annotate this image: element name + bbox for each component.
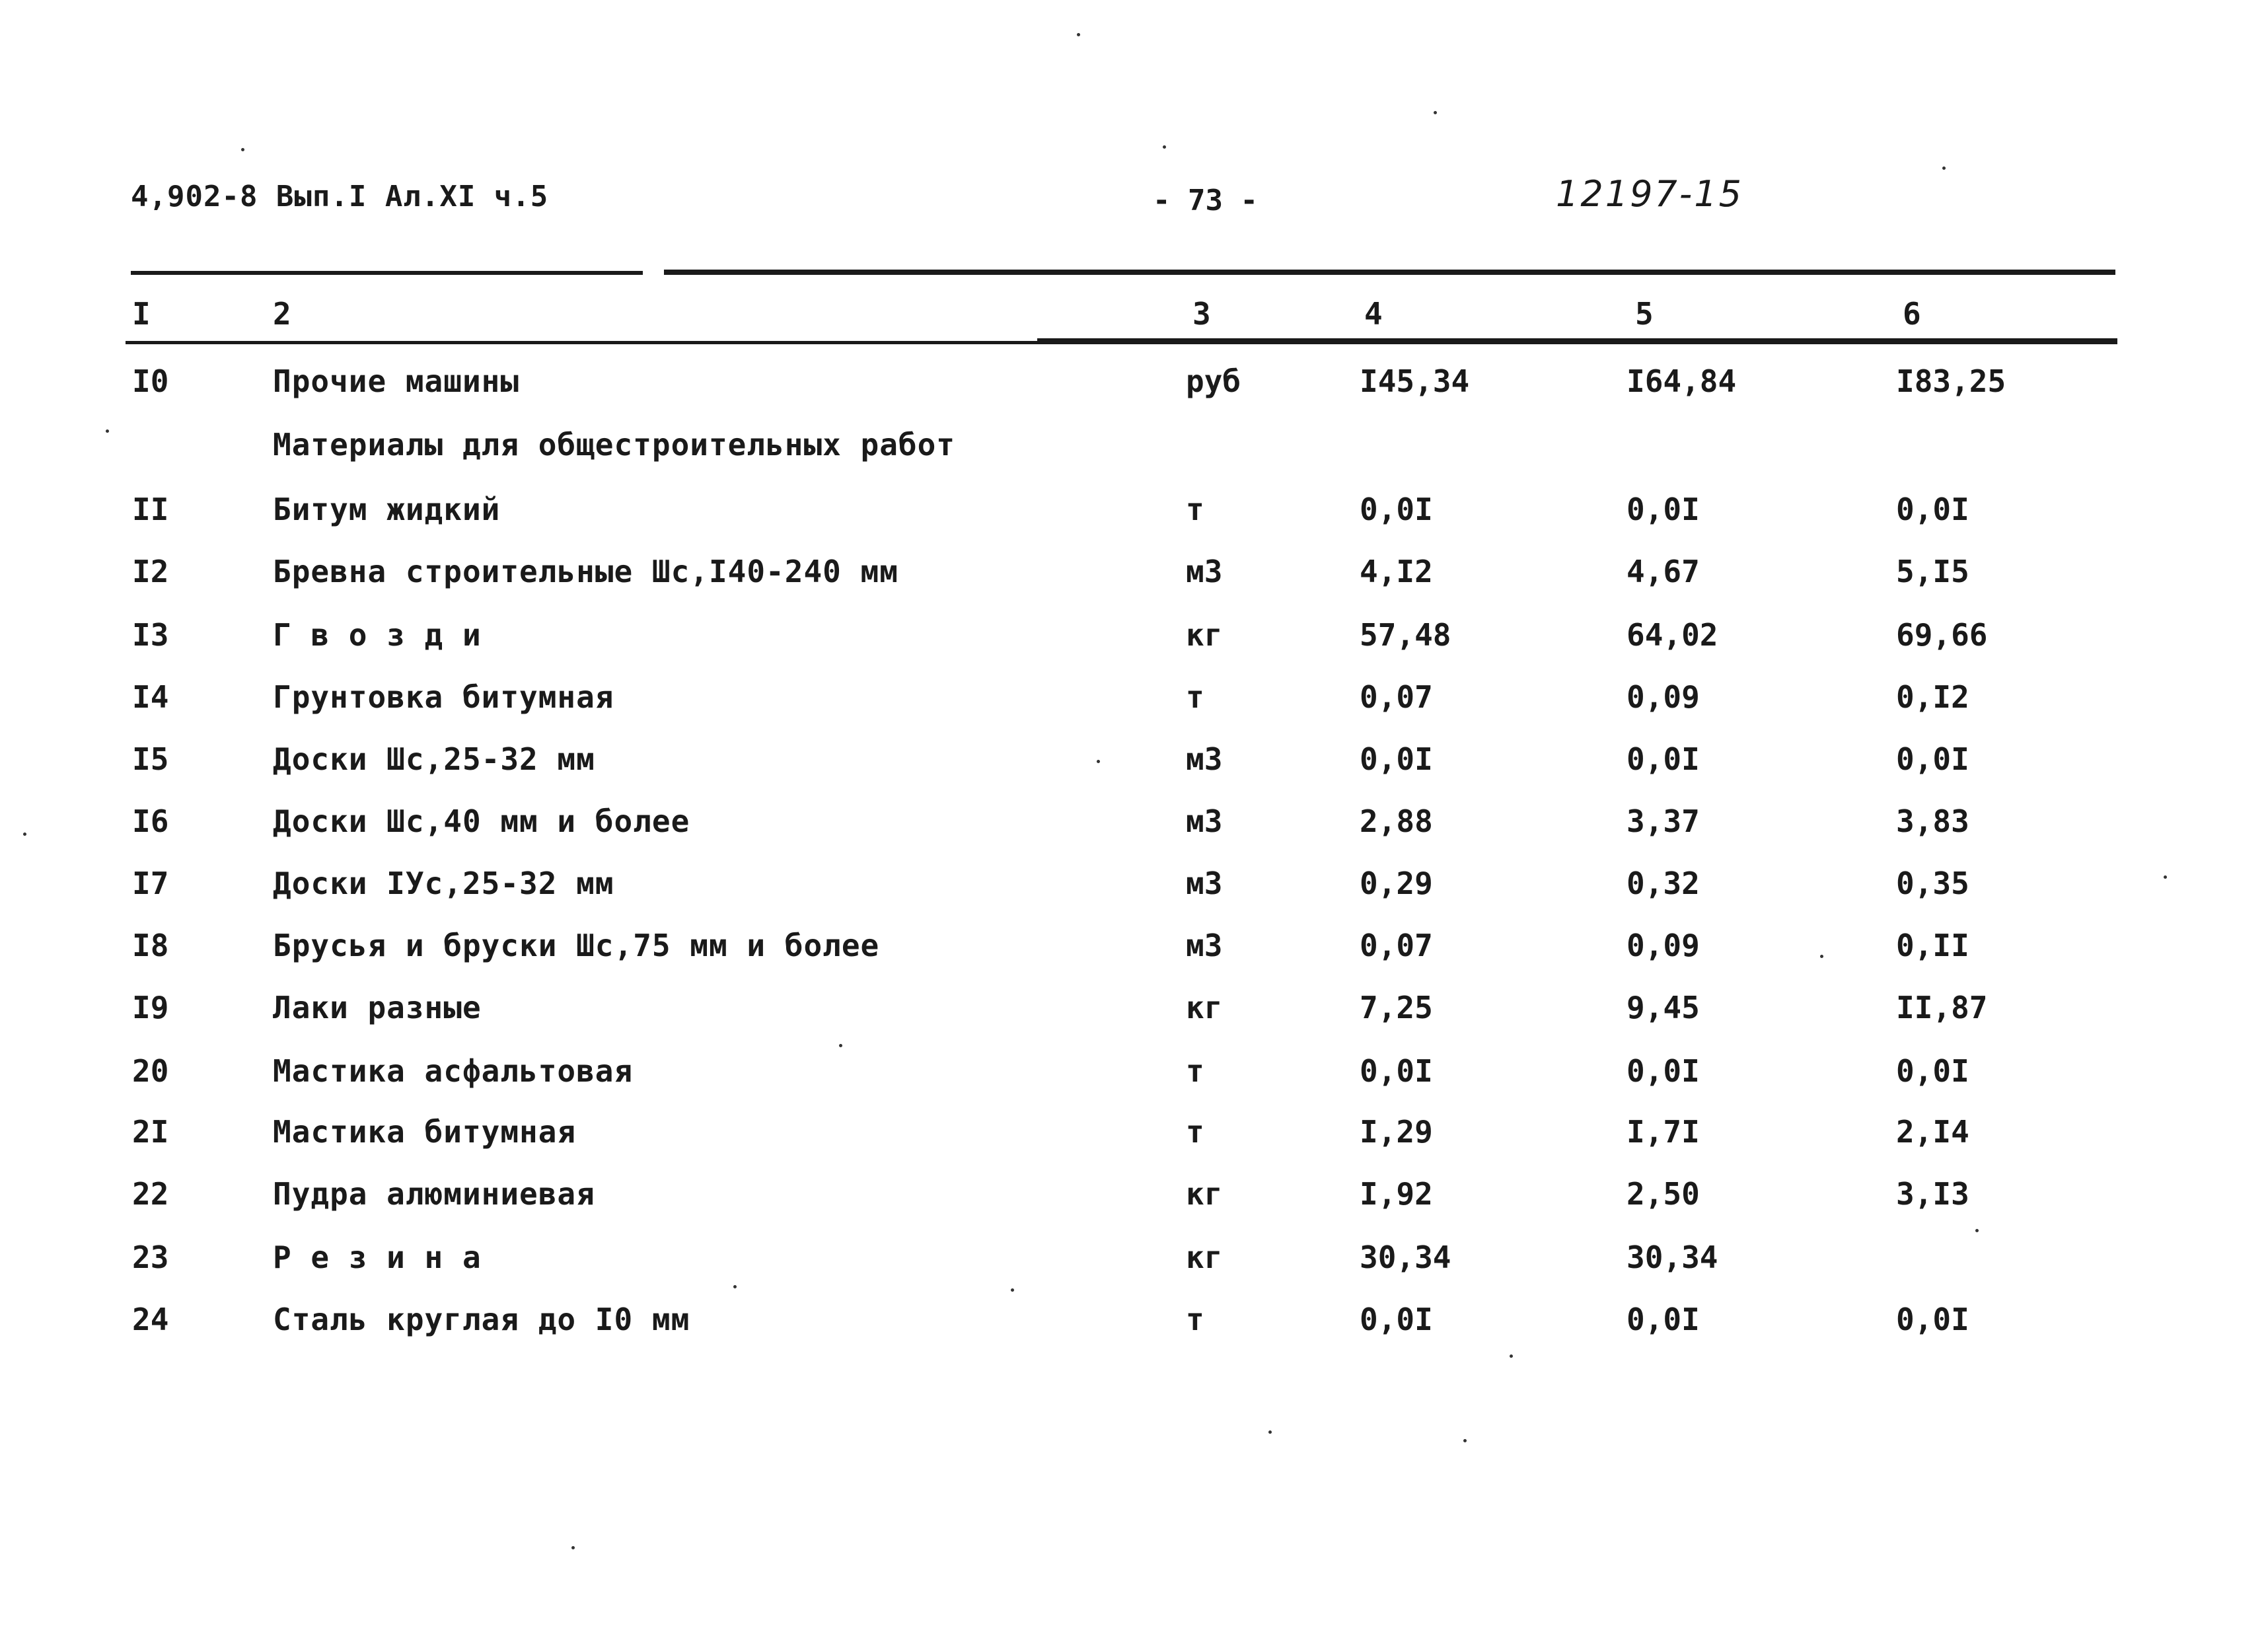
table-row [0, 363, 2268, 403]
scan-speck [1820, 955, 1823, 958]
row-name: Мастика битумная [273, 1114, 577, 1150]
top-rule-left [131, 271, 643, 275]
row-value-5: 9,45 [1627, 990, 1700, 1025]
row-value-5: 3,37 [1627, 803, 1700, 839]
row-name: Сталь круглая до I0 мм [273, 1302, 690, 1337]
row-unit: кг [1186, 617, 1223, 653]
header-rule-left [126, 341, 1037, 344]
row-name: Доски Шс,40 мм и более [273, 803, 690, 839]
row-value-4: I,29 [1360, 1114, 1433, 1150]
scan-speck [839, 1044, 842, 1047]
row-unit: т [1186, 679, 1204, 715]
table-row [0, 679, 2268, 719]
row-value-4: 7,25 [1360, 990, 1433, 1025]
table-row [0, 741, 2268, 781]
table-row [0, 1114, 2268, 1154]
top-rule-right [664, 270, 2115, 275]
row-value-4: 0,0I [1360, 1053, 1433, 1089]
row-number: 2I [132, 1114, 169, 1150]
row-name: Р е з и н а [273, 1240, 482, 1275]
row-value-5: 4,67 [1627, 554, 1700, 589]
scan-speck [1163, 145, 1166, 149]
col-header-2: 2 [273, 296, 291, 332]
row-value-4: 0,07 [1360, 679, 1433, 715]
row-value-6: 3,83 [1896, 803, 1969, 839]
section-title: Материалы для общестроительных работ [273, 427, 955, 463]
row-number: I7 [132, 866, 169, 901]
row-value-6: 0,35 [1896, 866, 1969, 901]
row-unit: м3 [1186, 928, 1223, 963]
col-header-1: I [132, 296, 151, 332]
row-value-4: I,92 [1360, 1176, 1433, 1212]
scan-speck [1434, 111, 1437, 114]
row-name: Доски Шс,25-32 мм [273, 741, 595, 777]
row-name: Мастика асфальтовая [273, 1053, 634, 1089]
row-value-4: 57,48 [1360, 617, 1451, 653]
scan-speck [1268, 1430, 1272, 1434]
row-value-4: 2,88 [1360, 803, 1433, 839]
row-number: I5 [132, 741, 169, 777]
scan-speck [1077, 33, 1080, 36]
row-number: I8 [132, 928, 169, 963]
row-number: I6 [132, 803, 169, 839]
table-row [0, 617, 2268, 657]
row-unit: кг [1186, 1240, 1223, 1275]
col-header-6: 6 [1903, 296, 1921, 332]
row-value-6: 0,0I [1896, 741, 1969, 777]
row-unit: м3 [1186, 741, 1223, 777]
scan-speck [106, 429, 109, 433]
row-unit: т [1186, 1302, 1204, 1337]
row-number: II [132, 492, 169, 527]
row-value-6: II,87 [1896, 990, 1988, 1025]
row-value-4: 0,29 [1360, 866, 1433, 901]
scan-speck [1011, 1288, 1014, 1292]
row-value-5: 0,09 [1627, 679, 1700, 715]
row-number: I3 [132, 617, 169, 653]
page-number: - 73 - [1153, 184, 1258, 217]
table-row [0, 492, 2268, 531]
row-value-6: 3,I3 [1896, 1176, 1969, 1212]
row-value-6: 0,I2 [1896, 679, 1969, 715]
row-value-4: 0,0I [1360, 492, 1433, 527]
row-unit: кг [1186, 1176, 1223, 1212]
row-number: 23 [132, 1240, 169, 1275]
row-unit: т [1186, 492, 1204, 527]
row-name: Лаки разные [273, 990, 482, 1025]
row-number: I4 [132, 679, 169, 715]
scan-speck [241, 148, 244, 151]
row-number: 24 [132, 1302, 169, 1337]
row-value-6: 2,I4 [1896, 1114, 1969, 1150]
row-value-6: 0,0I [1896, 492, 1969, 527]
row-value-4: 0,0I [1360, 741, 1433, 777]
row-name: Бревна строительные Шс,I40-240 мм [273, 554, 898, 589]
scan-speck [1942, 167, 1946, 170]
row-value-5: 0,32 [1627, 866, 1700, 901]
row-value-5: 0,0I [1627, 741, 1700, 777]
row-value-6: 0,0I [1896, 1053, 1969, 1089]
col-header-4: 4 [1364, 296, 1383, 332]
row-value-4: 0,0I [1360, 1302, 1433, 1337]
row-value-5: I64,84 [1627, 363, 1737, 399]
row-unit: кг [1186, 990, 1223, 1025]
row-unit: руб [1186, 363, 1241, 399]
row-value-6: I83,25 [1896, 363, 2006, 399]
row-unit: т [1186, 1114, 1204, 1150]
row-value-5: 0,0I [1627, 1302, 1700, 1337]
col-header-3: 3 [1192, 296, 1211, 332]
row-value-5: 0,09 [1627, 928, 1700, 963]
scan-speck [571, 1546, 575, 1549]
row-number: I0 [132, 363, 169, 399]
row-value-5: 64,02 [1627, 617, 1718, 653]
table-row [0, 1176, 2268, 1216]
row-unit: м3 [1186, 803, 1223, 839]
row-value-6: 0,0I [1896, 1302, 1969, 1337]
header-rule-right [1037, 338, 2117, 344]
scan-speck [1975, 1229, 1979, 1232]
row-number: 22 [132, 1176, 169, 1212]
scan-speck [1510, 1354, 1513, 1358]
row-value-6: 5,I5 [1896, 554, 1969, 589]
row-value-6: 69,66 [1896, 617, 1988, 653]
row-name: Доски IУс,25-32 мм [273, 866, 614, 901]
row-name: Грунтовка битумная [273, 679, 614, 715]
scan-speck [1463, 1439, 1467, 1442]
row-number: I9 [132, 990, 169, 1025]
table-row [0, 990, 2268, 1029]
row-value-4: 0,07 [1360, 928, 1433, 963]
table-row [0, 554, 2268, 593]
row-value-5: I,7I [1627, 1114, 1700, 1150]
row-value-4: 30,34 [1360, 1240, 1451, 1275]
table-row [0, 1302, 2268, 1341]
doc-code: 4,902-8 Вып.I Ал.XI ч.5 [131, 180, 549, 213]
scan-speck [733, 1285, 737, 1288]
row-name: Г в о з д и [273, 617, 482, 653]
row-value-5: 2,50 [1627, 1176, 1700, 1212]
row-name: Битум жидкий [273, 492, 501, 527]
scan-speck [1097, 760, 1100, 763]
row-value-4: 4,I2 [1360, 554, 1433, 589]
table-row [0, 928, 2268, 967]
row-name: Прочие машины [273, 363, 520, 399]
table-row [0, 1240, 2268, 1279]
row-value-6: 0,II [1896, 928, 1969, 963]
row-unit: м3 [1186, 866, 1223, 901]
scan-speck [23, 833, 26, 836]
row-name: Брусья и бруски Шс,75 мм и более [273, 928, 880, 963]
table-row [0, 1053, 2268, 1093]
row-value-4: I45,34 [1360, 363, 1470, 399]
row-name: Пудра алюминиевая [273, 1176, 595, 1212]
row-unit: т [1186, 1053, 1204, 1089]
table-row [0, 803, 2268, 843]
row-value-5: 0,0I [1627, 492, 1700, 527]
handwritten-ref-number: 12197-15 [1556, 173, 1743, 215]
row-number: I2 [132, 554, 169, 589]
row-value-5: 0,0I [1627, 1053, 1700, 1089]
row-number: 20 [132, 1053, 169, 1089]
table-row [0, 866, 2268, 905]
col-header-5: 5 [1635, 296, 1654, 332]
row-unit: м3 [1186, 554, 1223, 589]
scan-speck [2164, 875, 2167, 879]
row-value-5: 30,34 [1627, 1240, 1718, 1275]
